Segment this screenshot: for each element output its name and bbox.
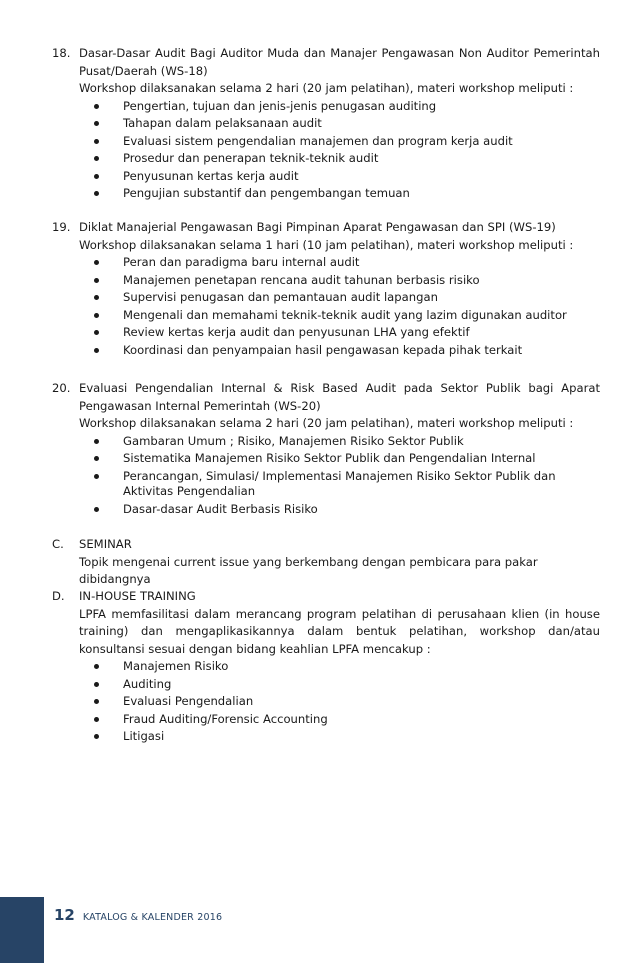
list-item: Penyusunan kertas kerja audit (79, 168, 600, 186)
section-number: 20. (52, 381, 71, 395)
footer-title: KATALOG & KALENDER 2016 (82, 912, 223, 923)
expertise-list (79, 658, 600, 746)
section-in-house-training (52, 588, 600, 746)
section-number: 18. (52, 46, 71, 60)
section-18 (52, 45, 600, 203)
section-description: LPFA memfasilitasi dalam merancang program pelatihan di perusahaan klien (in house training) dan mengaplikasikannya dalam bentuk pelatihan, workshop dan/atau konsultansi sesuai dengan bidang keahlian LPFA mencakup : (79, 606, 600, 656)
section-intro: Workshop dilaksanakan selama 2 hari (20 jam pelatihan), materi workshop meliputi : (79, 416, 574, 430)
section-19 (52, 219, 600, 359)
section-intro: Workshop dilaksanakan selama 1 hari (10 jam pelatihan), materi workshop meliputi : (79, 237, 574, 252)
list-item: Perancangan, Simulasi/ Implementasi Manajemen Risiko Sektor Publik dan Aktivitas Pengendalian (79, 468, 600, 501)
list-item: Supervisi penugasan dan pemantauan audit lapangan (79, 289, 600, 307)
section-number: 19. (52, 220, 71, 234)
topic-list (79, 433, 600, 519)
list-item: Koordinasi dan penyampaian hasil pengawasan kepada pihak terkait (79, 342, 600, 360)
list-item: Prosedur dan penerapan teknik-teknik audit (79, 150, 600, 168)
section-title: Evaluasi Pengendalian Internal & Risk Based Audit pada Sektor Publik bagi Aparat Pengawasan Internal Pemerintah (WS-20) (79, 381, 600, 413)
section-letter: D. (52, 589, 65, 603)
section-title: Diklat Manajerial Pengawasan Bagi Pimpinan Aparat Pengawasan dan SPI (WS-19) (79, 220, 556, 234)
list-item: Evaluasi sistem pengendalian manajemen dan program kerja audit (79, 133, 600, 151)
section-letter: C. (52, 537, 64, 551)
section-title: IN-HOUSE TRAINING (79, 589, 196, 603)
page-footer (54, 906, 222, 924)
list-item: Gambaran Umum ; Risiko, Manajemen Risiko Sektor Publik (79, 433, 600, 451)
list-item: Review kertas kerja audit dan penyusunan LHA yang efektif (79, 324, 600, 342)
list-item: Pengertian, tujuan dan jenis-jenis penugasan auditing (79, 98, 600, 116)
section-seminar (52, 536, 600, 589)
footer-accent-bar (0, 897, 44, 963)
topic-list (79, 98, 600, 203)
topic-list (79, 254, 600, 359)
list-item: Auditing (79, 676, 600, 694)
list-item: Litigasi (79, 728, 600, 746)
list-item: Peran dan paradigma baru internal audit (79, 254, 600, 272)
section-title: Dasar-Dasar Audit Bagi Auditor Muda dan Manajer Pengawasan Non Auditor Pemerintah Pusat/Daerah (WS-18) (79, 46, 600, 78)
page-number: 12 (54, 906, 75, 924)
list-item: Sistematika Manajemen Risiko Sektor Publik dan Pengendalian Internal (79, 450, 600, 468)
section-description: Topik mengenai current issue yang berkembang dengan pembicara para pakar dibidangnya (79, 554, 538, 586)
list-item: Evaluasi Pengendalian (79, 693, 600, 711)
section-20 (52, 380, 600, 518)
section-intro: Workshop dilaksanakan selama 2 hari (20 jam pelatihan), materi workshop meliputi : (79, 81, 574, 95)
list-item: Pengujian substantif dan pengembangan temuan (79, 185, 600, 203)
section-title: SEMINAR (79, 537, 132, 551)
list-item: Dasar-dasar Audit Berbasis Risiko (79, 501, 600, 519)
list-item: Mengenali dan memahami teknik-teknik audit yang lazim digunakan auditor (79, 307, 600, 325)
list-item: Fraud Auditing/Forensic Accounting (79, 711, 600, 729)
list-item: Manajemen Risiko (79, 658, 600, 676)
list-item: Tahapan dalam pelaksanaan audit (79, 115, 600, 133)
list-item: Manajemen penetapan rencana audit tahunan berbasis risiko (79, 272, 600, 290)
